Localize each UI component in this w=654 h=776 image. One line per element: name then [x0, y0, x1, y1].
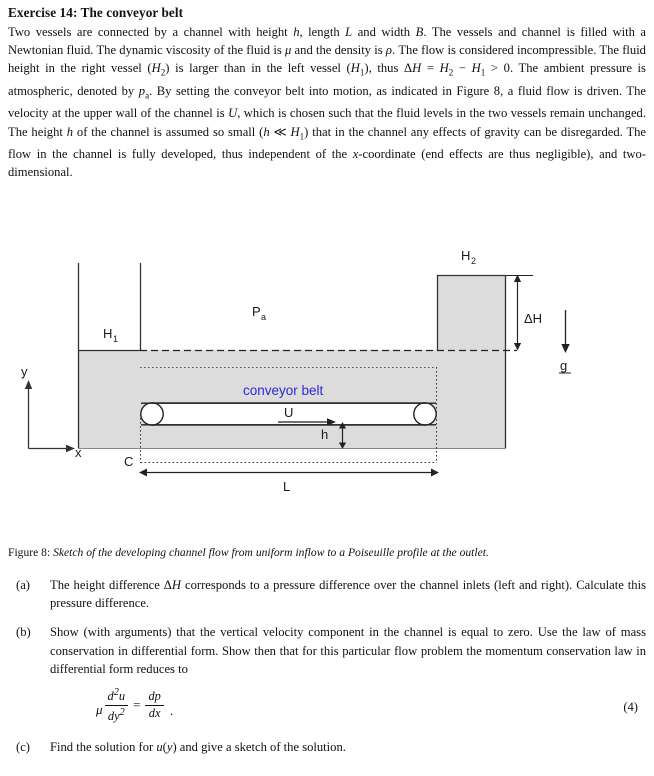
- delta-h-arrow-bottom: [514, 343, 521, 351]
- intro-paragraph: [8, 23, 646, 181]
- question-marker-b: (b): [16, 625, 31, 640]
- ambient-pressure-subscript: a: [261, 312, 267, 322]
- left-vessel-fluid: [78, 350, 140, 448]
- equation-number: (4): [623, 700, 638, 715]
- question-item-c: [8, 738, 646, 756]
- belt-velocity-label: U: [284, 405, 294, 420]
- question-marker-c: (c): [16, 740, 30, 755]
- gravity-arrow-head: [561, 344, 569, 353]
- channel-length-arrow-right: [431, 469, 439, 477]
- equation-row: [50, 687, 646, 727]
- x-axis-label: x: [75, 445, 82, 460]
- conveyor-belt-label: conveyor belt: [243, 383, 324, 398]
- equation-equals-sign: =: [133, 697, 141, 713]
- figure-conveyor-belt-sketch: [0, 236, 654, 506]
- question-item-a: [8, 576, 646, 612]
- channel-fluid: [140, 350, 437, 448]
- x-axis-arrow-head: [66, 445, 75, 452]
- equation-lhs-numerator: $d^2u$: [105, 687, 129, 706]
- y-axis-label: y: [21, 364, 28, 379]
- question-text-a: The height difference ΔH corresponds to a pressure difference over the channel inlets (left and right). Calculate this pressure difference.: [50, 578, 646, 611]
- equation-lhs-fraction: [105, 687, 129, 724]
- y-axis-arrow-head: [25, 380, 32, 389]
- equation-terminator: .: [169, 703, 174, 719]
- origin-label: C: [124, 454, 134, 469]
- momentum-equation: [96, 687, 173, 724]
- question-item-b: [8, 623, 646, 727]
- figure-caption-text: Sketch of the developing channel flow from uniform inflow to a Poiseuille profile at the outlet.: [53, 546, 489, 559]
- h2-label: H: [461, 248, 471, 263]
- page-title: Exercise 14: The conveyor belt: [8, 5, 184, 20]
- figure-number: Figure 8:: [8, 546, 51, 559]
- delta-h-label: ΔH: [524, 311, 543, 326]
- h1-label: H: [103, 326, 113, 341]
- right-vessel-fluid: [437, 275, 506, 448]
- question-marker-a: (a): [16, 578, 30, 592]
- channel-length-label: L: [283, 479, 291, 494]
- question-list: [8, 576, 646, 767]
- equation-rhs-numerator: dp: [145, 690, 163, 706]
- equation-rhs-fraction: [145, 690, 163, 721]
- figure-caption: [8, 545, 646, 560]
- paragraph-line: Two vessels are connected by a channel with height h, length L and width B. The vessels and channel is filled with a Newtonian fluid. The dynamic viscosity of the fluid is μ and the density is ρ. The flow is considered incompressible. The fluid height in the right vessel $(H_2)$ is larger than in the left vessel $(H_1)$, thus $\Delta H = H_2 - H_1 > 0$. The ambient pressure is atmospheric, denoted by $p_a$. By setting the conveyor belt into motion, as indicated in Figure 8, a fluid flow is driven. The velocity at the upper wall of the channel is U, which is chosen such that the fluid levels in the two vessels remain unchanged. The height h of the channel is assumed so small (h ≪ $H_1$) that in the channel any effects of gravity can be disregarded. The flow in the channel is fully developed, thus independent of the x-coordinate (end effects are thus negligible), and two-dimensional.: [8, 25, 647, 180]
- channel-height-label: h: [321, 427, 329, 442]
- equation-lhs-denominator: $dy^2$: [107, 707, 125, 724]
- gravity-label: g: [560, 358, 568, 373]
- h1-label-subscript: 1: [113, 334, 119, 344]
- equation-rhs-denominator: dx: [148, 706, 161, 721]
- equation-mu: μ: [96, 702, 103, 718]
- question-text-c: Find the solution for u(y) and give a sketch of the solution.: [50, 740, 346, 755]
- ambient-pressure-label: P: [252, 304, 261, 319]
- question-text-b: Show (with arguments) that the vertical velocity component in the channel is equal to zero. Use the law of mass conservation in differential form. Show then that for this particular flow problem the momentum conservation law in differential form reduces to: [50, 625, 646, 676]
- h2-label-subscript: 2: [471, 256, 477, 266]
- channel-length-arrow-left: [139, 469, 147, 477]
